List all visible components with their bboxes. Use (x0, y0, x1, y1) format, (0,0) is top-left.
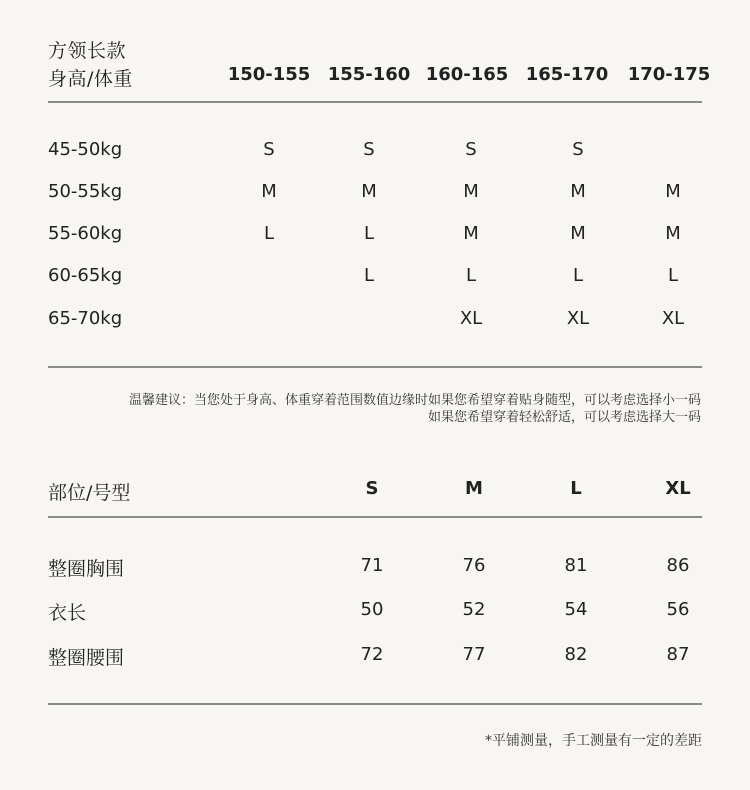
size-cell: L (572, 265, 584, 286)
tip-line: 温馨建议：当您处于身高、体重穿着范围数值边缘时如果您希望穿着贴身随型，可以考虑选择小一码 (128, 393, 701, 408)
footnote: *平铺测量，手工测量有一定的差距 (485, 733, 702, 749)
size-cell: XL (566, 308, 590, 329)
size-cell: M (463, 181, 479, 202)
row-label: 整圈腰围 (48, 647, 125, 669)
size-cell: M (665, 223, 681, 244)
divider (48, 516, 702, 518)
row-label: 衣长 (48, 602, 87, 624)
size-cell: S (572, 139, 584, 160)
column-header: XL (665, 478, 691, 499)
size-cell: M (570, 181, 586, 202)
column-header: 155-160 (327, 64, 411, 85)
row-label: 65-70kg (48, 308, 123, 329)
row-label: 55-60kg (48, 223, 123, 244)
size-cell: XL (459, 308, 483, 329)
size-cell: L (363, 223, 375, 244)
size-cell: L (465, 265, 477, 286)
tip-line: 如果您希望穿着轻松舒适，可以考虑选择大一码 (427, 410, 701, 425)
measure-cell: 71 (360, 555, 384, 576)
column-header: M (465, 478, 483, 499)
size-cell: M (463, 223, 479, 244)
divider (48, 101, 702, 103)
size-cell: M (361, 181, 377, 202)
row-label: 45-50kg (48, 139, 123, 160)
column-header: 165-170 (525, 64, 609, 85)
divider (48, 366, 702, 368)
size-cell: S (263, 139, 275, 160)
measure-cell: 56 (666, 599, 690, 620)
column-header: 160-165 (425, 64, 509, 85)
divider (48, 703, 702, 705)
measure-cell: 50 (360, 599, 384, 620)
measure-cell: 54 (564, 599, 588, 620)
column-header: L (570, 478, 582, 499)
measure-cell: 86 (666, 555, 690, 576)
measure-cell: 52 (462, 599, 486, 620)
corner-label-part-size: 部位/号型 (48, 482, 131, 504)
size-cell: L (363, 265, 375, 286)
size-cell: M (665, 181, 681, 202)
measure-cell: 72 (360, 644, 384, 665)
row-label: 整圈胸围 (48, 558, 125, 580)
measure-cell: 82 (564, 644, 588, 665)
column-header: S (365, 478, 379, 499)
row-label: 50-55kg (48, 181, 123, 202)
size-cell: M (261, 181, 277, 202)
size-cell: S (363, 139, 375, 160)
measure-cell: 81 (564, 555, 588, 576)
table-title: 方领长款 (48, 40, 127, 62)
measure-cell: 77 (462, 644, 486, 665)
corner-label-height-weight: 身高/体重 (48, 68, 133, 90)
column-header: 150-155 (227, 64, 311, 85)
size-cell: L (667, 265, 679, 286)
size-cell: L (263, 223, 275, 244)
row-label: 60-65kg (48, 265, 123, 286)
size-cell: S (465, 139, 477, 160)
size-cell: XL (661, 308, 685, 329)
size-cell: M (570, 223, 586, 244)
measure-cell: 76 (462, 555, 486, 576)
measure-cell: 87 (666, 644, 690, 665)
column-header: 170-175 (627, 64, 711, 85)
